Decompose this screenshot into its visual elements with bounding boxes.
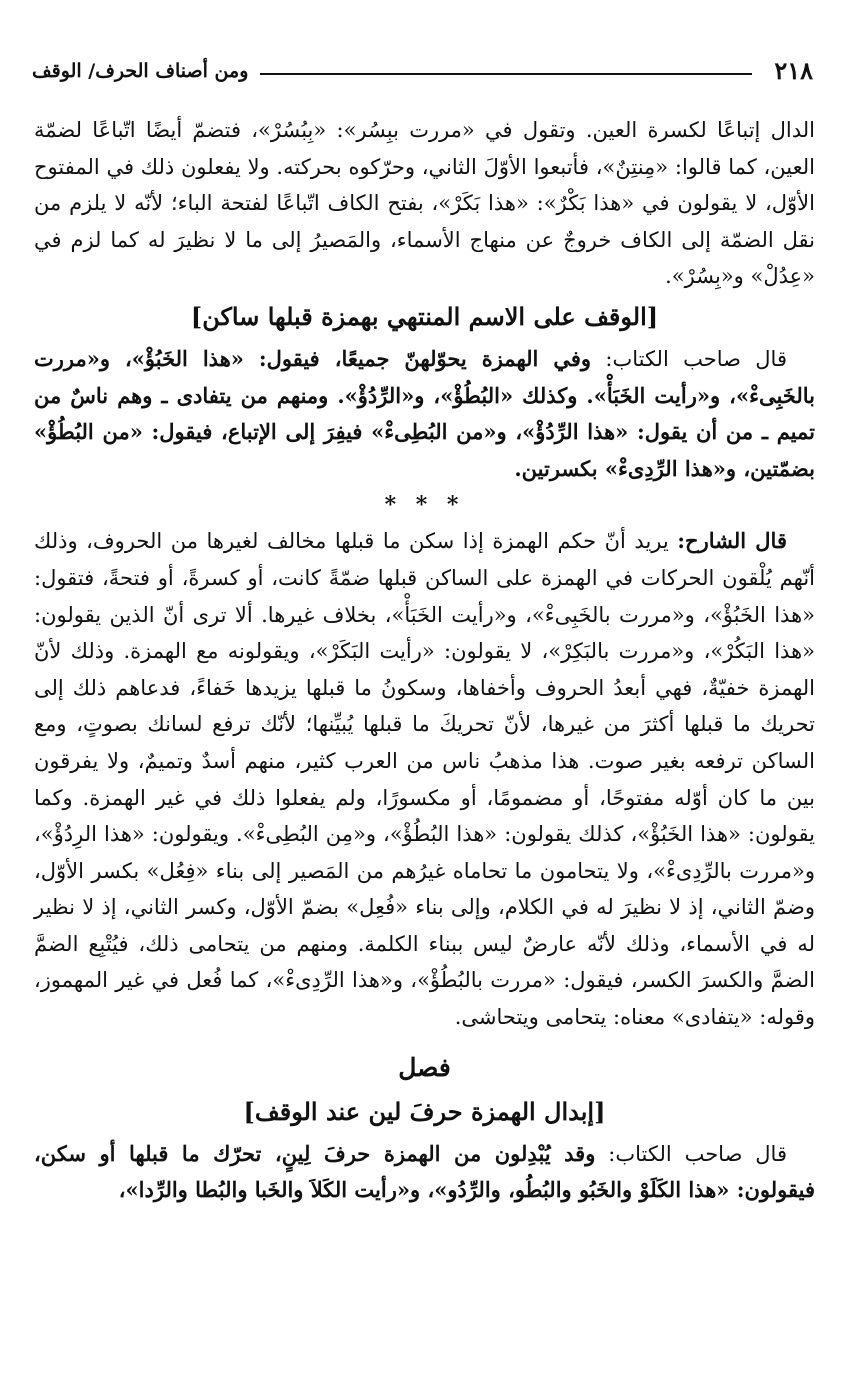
kitab-intro: قال صاحب الكتاب: — [605, 346, 787, 371]
kitab-quote-2 — [34, 1136, 815, 1209]
page-body — [34, 112, 815, 1209]
kitab-text-2: وقد يُبْدِلون من الهمزة حرفَ لِينٍ، تحرّك ما قبلها أو سكن، فيقولون: «هذا الكَلَوْ والخَبُو والبُطُو، والرِّدُو»، و«رأيت الكَلاَ والخَبا والبُطا والرِّدا»، — [34, 1140, 815, 1203]
asterisk-separator: * * * — [384, 492, 465, 519]
sharih-intro: قال الشارح: — [677, 528, 787, 554]
paragraph-continuation: الدال إتباعًا لكسرة العين. وتقول في «مررت ببِسُر»: «بِبُسُرْ»، فتضمّ أيضًا اتّباعًا لضمّة العين، كما قالوا: «مِنتِنٌ»، فأتبعوا الأوّلَ الثاني، وحرّكوه بحركته. ولا يفعلون ذلك في المفتوح الأوّل، لا يقولون في «هذا بَكْرٌ»: «هذا بَكَرْ»، بفتح الكاف اتّباعًا لفتحة الباء؛ لأنّه لا يلزم من نقل الضمّة إلى الكاف خروجٌ عن منهاج الأسماء، والمَصيرُ إلى ما لا نظيرَ له كما لزم في «عِدُلْ» و«بِسُرْ». — [34, 118, 815, 289]
kitab-intro-2: قال صاحب الكتاب: — [608, 1141, 787, 1166]
section-heading-2: [إبدال الهمزة حرفَ لين عند الوقف] — [243, 1096, 606, 1126]
section-heading: [الوقف على الاسم المنتهي بهمزة قبلها ساكن] — [190, 301, 659, 331]
kitab-text: وفي الهمزة يحوّلهنّ جميعًا، فيقول: «هذا الخَبُؤْ»، و«مررت بالخَبِىءْ»، و«رأيت الخَبَأْ». وكذلك «البُطُؤْ»، و«الرِّدُؤْ». ومنهم من يتفادى ـ وهم ناسٌ من تميم ـ من أن يقول: «هذا الرِّدُؤْ»، و«من البُطِىءْ» فيفِرَ إلى الإتباع، فيقول: «من البُطُؤْ» بضمّتين، و«هذا الرِّدِىءْ» بكسرتين. — [34, 345, 815, 481]
fasl-heading: فصل — [398, 1052, 451, 1082]
header-rule — [260, 73, 752, 75]
page-number: ٢١٨ — [774, 56, 813, 85]
commentary-paragraph — [34, 523, 815, 1035]
sharih-text: يريد أنّ حكم الهمزة إذا سكن ما قبلها مخالف لغيرها من الحروف، وذلك أنّهم يُلْقون الحركات في الهمزة على الساكن قبلها ضمّةً كانت، أو كسرةً، أو فتحةً، فتقول: «هذا الخَبُؤْ»، و«مررت بالخَبِىءْ»، و«رأيت الخَبَأْ»، بخلاف غيرها. ألا ترى أنّ الذين يقولون: «هذا البَكُرْ»، و«مررت بالبَكِرْ»، لا يقولون: «رأيت البَكَرْ»، ويقولونه مع الهمزة. وذلك لأنّ الهمزة خفيّةٌ، فهي أبعدُ الحروف وأخفاها، وسكونُ ما قبلها يزيدها خَفاءً، فدعاهم ذلك إلى تحريك ما قبلها أكثرَ من غيرها، لأنّ تحريكَ ما قبلها يُبيِّنها؛ لأنّك ترفع لسانك بصوتٍ، ومع الساكن ترفعه بغير صوت. هذا مذهبُ ناس من العرب كثير، منهم أسدٌ وتميمٌ، ولا يفرقون بين ما كان أوّله مفتوحًا، أو مضمومًا، أو مكسورًا، ولم يفعلوا ذلك في غير الهمزة. وكما يقولون: «هذا الخَبُؤْ»، كذلك يقولون: «هذا البُطُؤْ»، و«مِن البُطِىءْ». ويقولون: «هذا الرِدُؤْ»، و«مررت بالرِّدِىءْ»، ولا يتحامون ما تحاماه غيرُهم من المَصير إلى بناء «فِعُل» بكسر الأوّل، وضمّ الثاني، إذ لا نظيرَ له في الكلام، وإلى بناء «فُعِل» بضمّ الأوّل، وكسر الثاني، إذ لا نظير له في الأسماء، وذلك لأنّه عارضٌ ليس ببناء الكلمة. ومنهم من يتحامى ذلك، فيُتْبِع الضمَّ الضمَّ والكسرَ الكسر، فيقول: «مررت بالبُطُؤْ»، و«هذا الرِّدِىءْ»، كما فُعل في غير المهموز، وقوله: «يتفادى» معناه: يتحامى ويتحاشى. — [34, 529, 815, 1030]
running-title: ومن أصناف الحرف/ الوقف — [32, 59, 249, 82]
kitab-quote-1 — [34, 341, 815, 487]
running-header — [32, 56, 813, 85]
